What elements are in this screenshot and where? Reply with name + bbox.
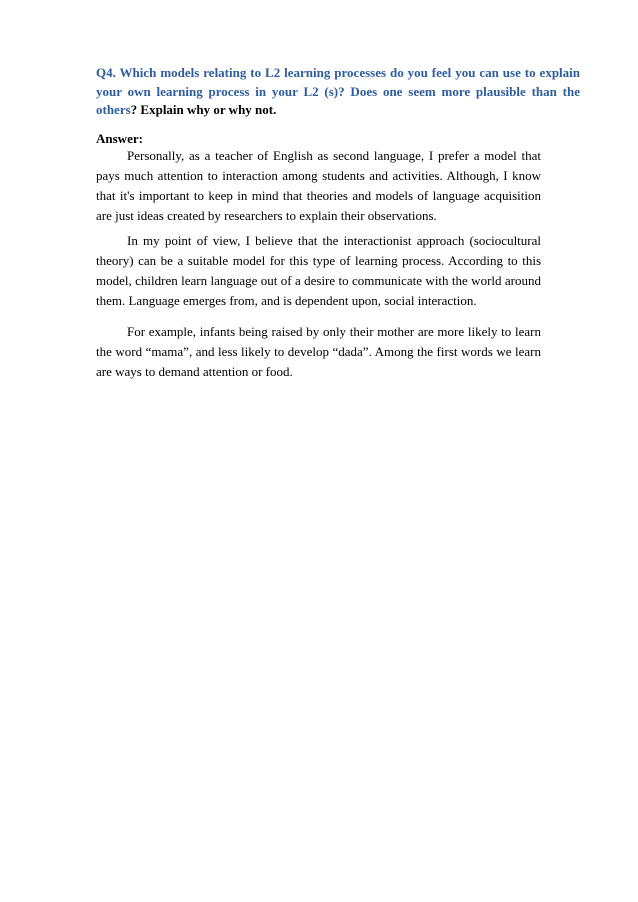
answer-paragraph-1: Personally, as a teacher of English as second language, I prefer a model that pays much attention to interaction among students and activities. Although, I know that it's important to keep in mind that theories and models of language acquisition are just ideas created by researchers to explain their observations. bbox=[96, 148, 541, 223]
question-prompt: Q4. Which models relating to L2 learning processes do you feel you can use to explain your own learning process in your L2 (s)? Does one seem more plausible than the others bbox=[96, 65, 580, 117]
answer-paragraph-2: In my point of view, I believe that the interactionist approach (sociocultural theory) can be a suitable model for this type of learning process. According to this model, children learn language out of a desire to communicate with the world around them. Language emerges from, and is dependent upon, social interaction. bbox=[96, 233, 541, 308]
answer-label: Answer: bbox=[96, 131, 143, 146]
question-text bbox=[96, 64, 580, 120]
answer-paragraph-3: For example, infants being raised by only their mother are more likely to learn the word “mama”, and less likely to develop “dada”. Among the first words we learn are ways to demand attention or food. bbox=[96, 324, 541, 379]
question-instruction: ? Explain why or why not. bbox=[130, 102, 277, 117]
